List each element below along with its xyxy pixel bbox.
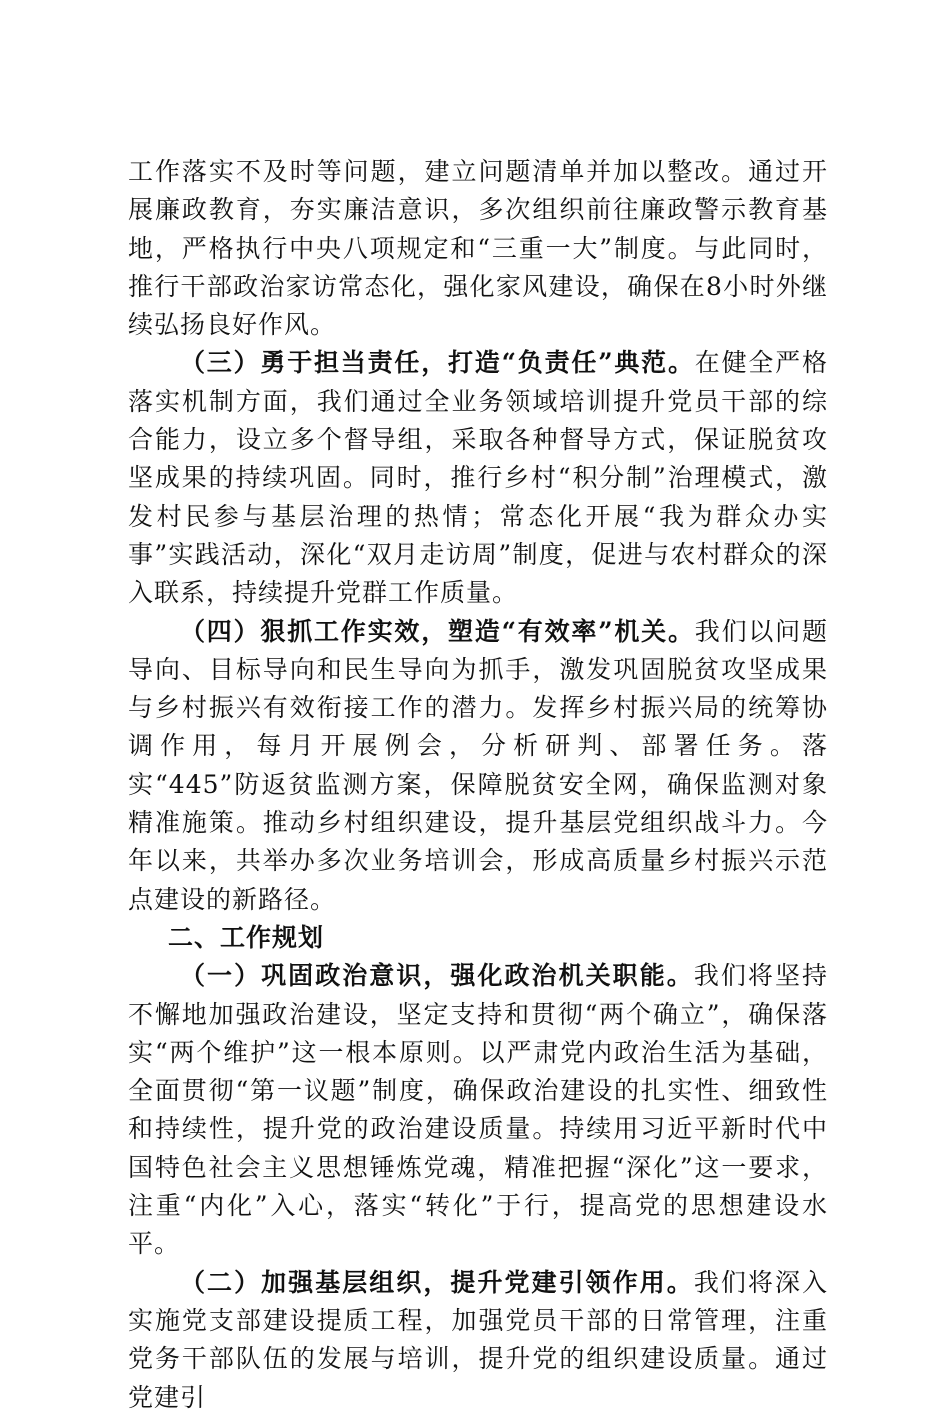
paragraph-political — [128, 957, 828, 1263]
paragraph-lead: （一）巩固政治意识，强化政治机关职能。 — [180, 961, 694, 991]
paragraph-text: 在健全严格落实机制方面，我们通过全业务领域培训提升党员干部的综合能力，设立多个督导组，采取各种督导方式，保证脱贫攻坚成果的持续巩固。同时，推行乡村“积分制”治理模式，激发村民参与基层治理的热情；常态化开展“我为群众办实事”实践活动，深化“双月走访周”制度，促进与农村群众的深入联系，持续提升党群工作质量。 — [128, 348, 828, 608]
paragraph-continuation — [128, 153, 828, 344]
paragraph-text: 工作落实不及时等问题，建立问题清单并加以整改。通过开展廉政教育，夯实廉洁意识，多次组织前往廉政警示教育基地，严格执行中央八项规定和“三重一大”制度。与此同时，推行干部政治家访常态化，强化家风建设，确保在8小时外继续弘扬良好作风。 — [128, 157, 828, 340]
paragraph-responsibility — [128, 344, 828, 612]
paragraph-text: 我们将深入实施党支部建设提质工程，加强党员干部的日常管理，注重党务干部队伍的发展与培训，提升党的组织建设质量。通过党建引 — [128, 1267, 828, 1412]
paragraph-lead: （二）加强基层组织，提升党建引领作用。 — [180, 1267, 694, 1297]
document-body — [128, 153, 828, 1417]
paragraph-efficiency — [128, 613, 828, 919]
section-heading-work-plan: 二、工作规划 — [168, 922, 325, 952]
paragraph-text: 我们以问题导向、目标导向和民生导向为抓手，激发巩固脱贫攻坚成果与乡村振兴有效衔接工作的潜力。发挥乡村振兴局的统筹协调作用，每月开展例会，分析研判、部署任务。落实“445”防返贫监测方案，保障脱贫安全网，确保监测对象精准施策。推动乡村组织建设，提升基层党组织战斗力。今年以来，共举办多次业务培训会，形成高质量乡村振兴示范点建设的新路径。 — [128, 616, 828, 914]
paragraph-lead: （三）勇于担当责任，打造“负责任”典范。 — [180, 348, 695, 378]
paragraph-grassroots — [128, 1264, 828, 1417]
paragraph-lead: （四）狠抓工作实效，塑造“有效率”机关。 — [180, 616, 695, 646]
paragraph-text: 我们将坚持不懈地加强政治建设，坚定支持和贯彻“两个确立”，确保落实“两个维护”这一根本原则。以严肃党内政治生活为基础，全面贯彻“第一议题”制度，确保政治建设的扎实性、细致性和持续性，提升党的政治建设质量。持续用习近平新时代中国特色社会主义思想锤炼党魂，精准把握“深化”这一要求，注重“内化”入心，落实“转化”于行，提高党的思想建设水平。 — [128, 961, 828, 1259]
